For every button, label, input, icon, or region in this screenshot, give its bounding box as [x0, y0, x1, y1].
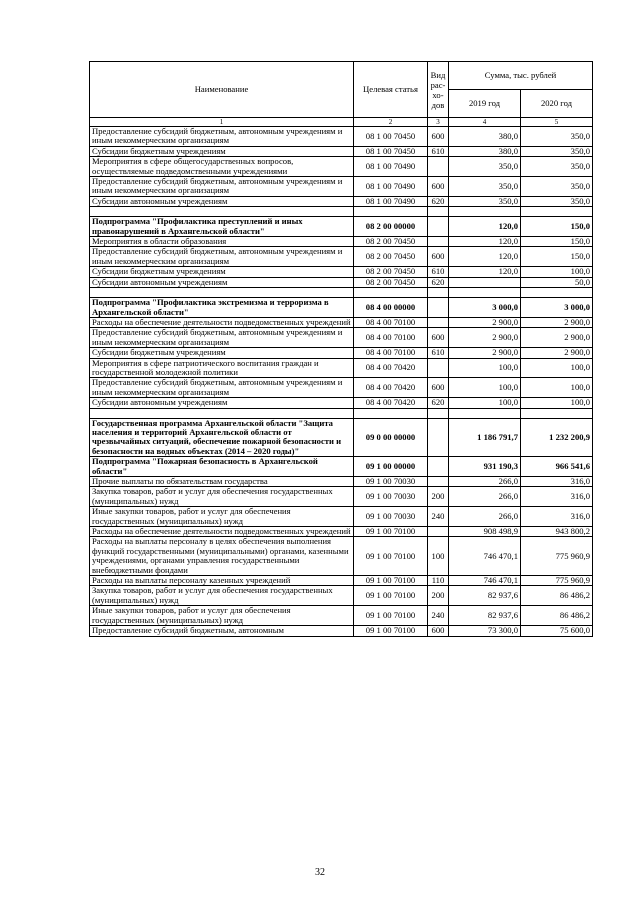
row-sum-2020: 150,0: [521, 247, 593, 267]
row-sum-2019: 3 000,0: [449, 298, 521, 318]
row-sum-2019: 120,0: [449, 217, 521, 237]
row-expense-kind: [428, 457, 449, 477]
table-row: [90, 196, 593, 206]
row-sum-2020: 2 900,0: [521, 328, 593, 348]
table-row: [90, 317, 593, 327]
row-sum-2019: 350,0: [449, 157, 521, 177]
row-name: Подпрограмма "Профилактика преступлений и иных правонарушений в Архангельской области": [90, 217, 354, 237]
row-expense-kind: 620: [428, 196, 449, 206]
header-code: Целевая статья: [354, 62, 428, 118]
row-name: Субсидии бюджетным учреждениям: [90, 146, 354, 156]
row-sum-2020: 100,0: [521, 358, 593, 378]
table-row: [90, 487, 593, 507]
row-name: Расходы на выплаты персоналу в целях обеспечения выполнения функций государственными (муниципальными) органами, казенными учреждениями, органами управления государственными внебюджетными фондами: [90, 537, 354, 576]
header-kind: Вид рас- хо- дов: [428, 62, 449, 118]
row-sum-2019: 82 937,6: [449, 586, 521, 606]
row-sum-2020: 316,0: [521, 477, 593, 487]
empty-cell: [354, 288, 428, 298]
row-sum-2020: 775 960,9: [521, 537, 593, 576]
row-sum-2019: 350,0: [449, 177, 521, 197]
table-row: [90, 418, 593, 457]
row-target-code: 08 4 00 70420: [354, 358, 428, 378]
row-expense-kind: 100: [428, 537, 449, 576]
table-row: [90, 247, 593, 267]
row-target-code: 09 1 00 70100: [354, 586, 428, 606]
row-expense-kind: [428, 157, 449, 177]
row-name: Иные закупки товаров, работ и услуг для обеспечения государственных (муниципальных) нужд: [90, 507, 354, 527]
empty-cell: [428, 288, 449, 298]
row-expense-kind: 600: [428, 626, 449, 636]
row-sum-2019: 266,0: [449, 477, 521, 487]
row-expense-kind: [428, 317, 449, 327]
row-target-code: 08 4 00 70100: [354, 317, 428, 327]
table-row: [90, 298, 593, 318]
row-target-code: 08 2 00 70450: [354, 247, 428, 267]
row-expense-kind: 600: [428, 247, 449, 267]
row-target-code: 08 1 00 70450: [354, 127, 428, 147]
empty-cell: [449, 207, 521, 217]
row-expense-kind: 600: [428, 378, 449, 398]
empty-cell: [521, 408, 593, 418]
row-expense-kind: 600: [428, 177, 449, 197]
row-target-code: 09 1 00 70100: [354, 626, 428, 636]
row-sum-2019: 120,0: [449, 247, 521, 267]
table-row: [90, 267, 593, 277]
row-expense-kind: 620: [428, 398, 449, 408]
row-sum-2019: 100,0: [449, 358, 521, 378]
column-index-row: [90, 118, 593, 127]
row-target-code: 08 4 00 70100: [354, 348, 428, 358]
row-sum-2019: [449, 277, 521, 287]
row-name: Субсидии автономным учреждениям: [90, 196, 354, 206]
row-sum-2019: 931 190,3: [449, 457, 521, 477]
row-name: Предоставление субсидий бюджетным, автономным учреждениям и иным некоммерческим организациям: [90, 378, 354, 398]
page-number: 32: [315, 867, 325, 878]
table-row: [90, 586, 593, 606]
row-sum-2020: 966 541,6: [521, 457, 593, 477]
row-expense-kind: 200: [428, 586, 449, 606]
empty-cell: [90, 288, 354, 298]
row-sum-2019: 746 470,1: [449, 576, 521, 586]
row-name: Предоставление субсидий бюджетным, автономным учреждениям и иным некоммерческим организациям: [90, 328, 354, 348]
row-target-code: 09 1 00 70100: [354, 537, 428, 576]
row-expense-kind: 610: [428, 146, 449, 156]
empty-cell: [521, 207, 593, 217]
table-row: [90, 576, 593, 586]
row-name: Государственная программа Архангельской области "Защита населения и территорий Архангельской области от чрезвычайных ситуаций, обеспечение пожарной безопасности и безопасности на водных объектах (2014 – 2020 годы)": [90, 418, 354, 457]
row-name: Предоставление субсидий бюджетным, автономным учреждениям и иным некоммерческим организациям: [90, 127, 354, 147]
row-expense-kind: [428, 298, 449, 318]
row-sum-2019: 2 900,0: [449, 348, 521, 358]
empty-cell: [428, 207, 449, 217]
row-sum-2020: 86 486,2: [521, 586, 593, 606]
row-sum-2020: 350,0: [521, 196, 593, 206]
row-sum-2019: 266,0: [449, 487, 521, 507]
row-name: Расходы на обеспечение деятельности подведомственных учреждений: [90, 317, 354, 327]
header-sum: Сумма, тыс. рублей: [449, 62, 593, 90]
row-sum-2019: 120,0: [449, 237, 521, 247]
row-sum-2020: 350,0: [521, 157, 593, 177]
row-target-code: 08 2 00 00000: [354, 217, 428, 237]
table-row: [90, 328, 593, 348]
row-target-code: 08 2 00 70450: [354, 237, 428, 247]
row-sum-2020: 150,0: [521, 217, 593, 237]
row-sum-2020: 775 960,9: [521, 576, 593, 586]
header-name: Наименование: [90, 62, 354, 118]
row-target-code: 08 4 00 00000: [354, 298, 428, 318]
table-header: [90, 62, 593, 127]
row-name: Предоставление субсидий бюджетным, автономным учреждениям и иным некоммерческим организациям: [90, 177, 354, 197]
row-target-code: 08 4 00 70100: [354, 328, 428, 348]
row-expense-kind: 600: [428, 328, 449, 348]
row-name: Мероприятия в области образования: [90, 237, 354, 247]
column-index: 4: [449, 118, 521, 127]
row-target-code: 08 1 00 70450: [354, 146, 428, 156]
spacer-row: [90, 207, 593, 217]
table-row: [90, 277, 593, 287]
table-row: [90, 217, 593, 237]
row-sum-2020: 100,0: [521, 267, 593, 277]
row-sum-2020: 350,0: [521, 146, 593, 156]
row-sum-2020: 150,0: [521, 237, 593, 247]
row-sum-2019: 380,0: [449, 127, 521, 147]
row-target-code: 08 1 00 70490: [354, 177, 428, 197]
table-row: [90, 127, 593, 147]
row-sum-2020: 350,0: [521, 127, 593, 147]
row-expense-kind: 600: [428, 127, 449, 147]
empty-cell: [90, 408, 354, 418]
row-sum-2020: 3 000,0: [521, 298, 593, 318]
row-target-code: 09 1 00 70030: [354, 507, 428, 527]
column-index: 2: [354, 118, 428, 127]
spacer-row: [90, 408, 593, 418]
header-year-2019: 2019 год: [449, 90, 521, 118]
table-row: [90, 157, 593, 177]
row-sum-2019: 82 937,6: [449, 606, 521, 626]
table-row: [90, 527, 593, 537]
column-index: 5: [521, 118, 593, 127]
budget-table: [89, 61, 593, 637]
row-sum-2020: 1 232 200,9: [521, 418, 593, 457]
row-expense-kind: [428, 527, 449, 537]
table-row: [90, 177, 593, 197]
table-row: [90, 237, 593, 247]
row-expense-kind: [428, 217, 449, 237]
row-sum-2019: 100,0: [449, 378, 521, 398]
column-index: 3: [428, 118, 449, 127]
row-name: Иные закупки товаров, работ и услуг для обеспечения государственных (муниципальных) нужд: [90, 606, 354, 626]
row-sum-2019: 120,0: [449, 267, 521, 277]
row-target-code: 09 1 00 70100: [354, 606, 428, 626]
row-sum-2019: 266,0: [449, 507, 521, 527]
row-target-code: 08 4 00 70420: [354, 378, 428, 398]
row-sum-2020: 86 486,2: [521, 606, 593, 626]
empty-cell: [354, 408, 428, 418]
row-name: Субсидии автономным учреждениям: [90, 398, 354, 408]
row-expense-kind: 610: [428, 267, 449, 277]
table-body: [90, 127, 593, 637]
empty-cell: [449, 408, 521, 418]
row-name: Закупка товаров, работ и услуг для обеспечения государственных (муниципальных) нужд: [90, 586, 354, 606]
table-row: [90, 626, 593, 636]
row-sum-2019: 2 900,0: [449, 328, 521, 348]
table-row: [90, 398, 593, 408]
table-row: [90, 378, 593, 398]
row-sum-2020: 100,0: [521, 398, 593, 408]
row-sum-2020: 75 600,0: [521, 626, 593, 636]
row-expense-kind: [428, 418, 449, 457]
row-sum-2019: 380,0: [449, 146, 521, 156]
row-sum-2019: 1 186 791,7: [449, 418, 521, 457]
table-row: [90, 537, 593, 576]
empty-cell: [521, 288, 593, 298]
row-expense-kind: 240: [428, 507, 449, 527]
row-target-code: 09 1 00 70030: [354, 487, 428, 507]
empty-cell: [90, 207, 354, 217]
empty-cell: [449, 288, 521, 298]
row-sum-2019: 100,0: [449, 398, 521, 408]
empty-cell: [428, 408, 449, 418]
row-sum-2020: 943 800,2: [521, 527, 593, 537]
row-sum-2019: 350,0: [449, 196, 521, 206]
table-row: [90, 457, 593, 477]
empty-cell: [354, 207, 428, 217]
row-name: Субсидии бюджетным учреждениям: [90, 267, 354, 277]
row-sum-2020: 316,0: [521, 507, 593, 527]
table-row: [90, 477, 593, 487]
row-target-code: 08 2 00 70450: [354, 267, 428, 277]
row-target-code: 09 0 00 00000: [354, 418, 428, 457]
row-target-code: 09 1 00 70100: [354, 527, 428, 537]
row-expense-kind: 110: [428, 576, 449, 586]
row-sum-2020: 2 900,0: [521, 348, 593, 358]
row-sum-2020: 50,0: [521, 277, 593, 287]
row-target-code: 08 2 00 70450: [354, 277, 428, 287]
row-sum-2019: 73 300,0: [449, 626, 521, 636]
row-sum-2019: 2 900,0: [449, 317, 521, 327]
row-sum-2020: 100,0: [521, 378, 593, 398]
row-name: Расходы на обеспечение деятельности подведомственных учреждений: [90, 527, 354, 537]
row-name: Прочие выплаты по обязательствам государства: [90, 477, 354, 487]
table-row: [90, 606, 593, 626]
row-name: Мероприятия в сфере общегосударственных вопросов, осуществляемые подведомственными учреждениями: [90, 157, 354, 177]
row-sum-2020: 350,0: [521, 177, 593, 197]
row-expense-kind: 200: [428, 487, 449, 507]
column-index: 1: [90, 118, 354, 127]
row-name: Предоставление субсидий бюджетным, автономным учреждениям и иным некоммерческим организациям: [90, 247, 354, 267]
row-expense-kind: [428, 237, 449, 247]
header-year-2020: 2020 год: [521, 90, 593, 118]
spacer-row: [90, 288, 593, 298]
row-expense-kind: 610: [428, 348, 449, 358]
table-row: [90, 348, 593, 358]
row-name: Расходы на выплаты персоналу казенных учреждений: [90, 576, 354, 586]
row-target-code: 08 4 00 70420: [354, 398, 428, 408]
row-name: Подпрограмма "Профилактика экстремизма и терроризма в Архангельской области": [90, 298, 354, 318]
row-name: Подпрограмма "Пожарная безопасность в Архангельской области": [90, 457, 354, 477]
row-name: Предоставление субсидий бюджетным, автономным: [90, 626, 354, 636]
row-target-code: 09 1 00 00000: [354, 457, 428, 477]
table-row: [90, 507, 593, 527]
row-expense-kind: 620: [428, 277, 449, 287]
row-expense-kind: [428, 477, 449, 487]
table-row: [90, 358, 593, 378]
row-target-code: 08 1 00 70490: [354, 196, 428, 206]
row-name: Закупка товаров, работ и услуг для обеспечения государственных (муниципальных) нужд: [90, 487, 354, 507]
budget-table-sheet: [89, 61, 592, 637]
row-sum-2019: 908 498,9: [449, 527, 521, 537]
row-sum-2019: 746 470,1: [449, 537, 521, 576]
row-name: Мероприятия в сфере патриотического воспитания граждан и государственной молодежной политики: [90, 358, 354, 378]
row-target-code: 09 1 00 70100: [354, 576, 428, 586]
row-name: Субсидии бюджетным учреждениям: [90, 348, 354, 358]
row-target-code: 09 1 00 70030: [354, 477, 428, 487]
table-row: [90, 146, 593, 156]
row-expense-kind: 240: [428, 606, 449, 626]
row-sum-2020: 316,0: [521, 487, 593, 507]
row-expense-kind: [428, 358, 449, 378]
row-name: Субсидии автономным учреждениям: [90, 277, 354, 287]
row-sum-2020: 2 900,0: [521, 317, 593, 327]
row-target-code: 08 1 00 70490: [354, 157, 428, 177]
